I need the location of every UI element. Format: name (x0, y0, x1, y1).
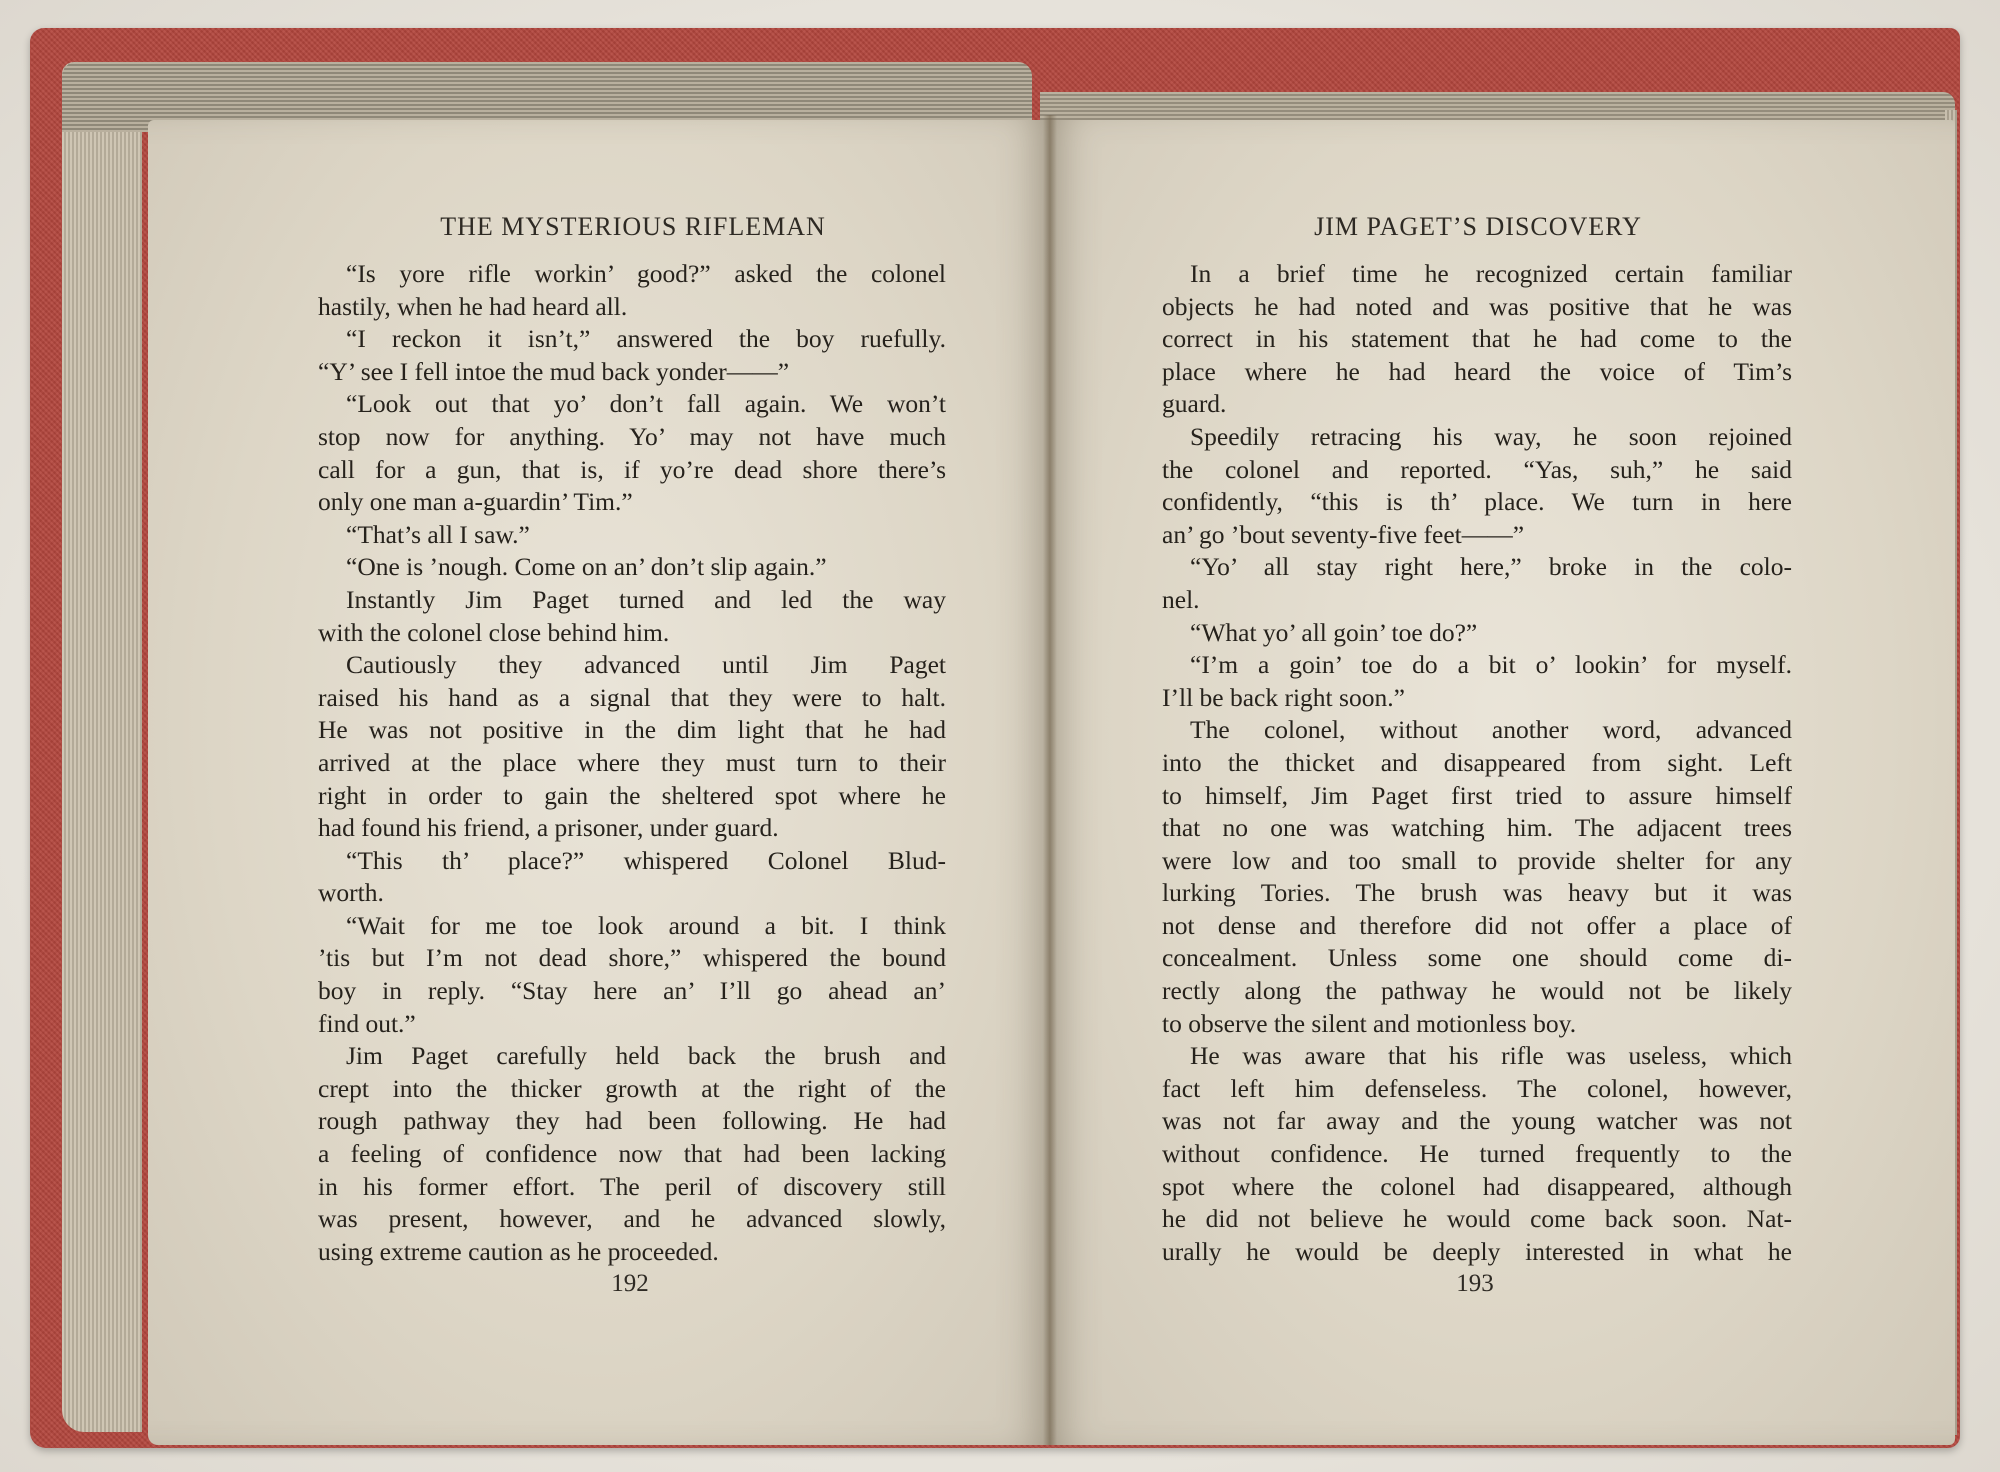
text-line: Instantly Jim Paget turned and led the way (346, 584, 946, 614)
text-line: arrived at the place where they must turn to their (318, 747, 946, 777)
text-line: “Look out that yo’ don’t fall again. We won’t (346, 389, 946, 419)
text-line: confidently, “this is th’ place. We turn in here (1162, 487, 1792, 517)
right-running-head: JIM PAGET’S DISCOVERY (1314, 212, 1642, 241)
text-line: lurking Tories. The brush was heavy but it was (1162, 878, 1792, 908)
text-line: only one man a-guardin’ Tim.” (318, 487, 633, 517)
text-line: Jim Paget carefully held back the brush and (346, 1041, 946, 1071)
text-line: “Is yore rifle workin’ good?” asked the colonel (346, 259, 946, 288)
text-line: “What yo’ all goin’ toe do?” (1190, 617, 1478, 647)
text-line: into the thicket and disappeared from sight. Left (1162, 747, 1792, 777)
text-line: urally he would be deeply interested in what he (1162, 1236, 1792, 1266)
text-line: I’ll be back right soon.” (1162, 682, 1405, 712)
text-line: find out.” (318, 1008, 416, 1038)
text-line: an’ go ’bout seventy-five feet——” (1162, 519, 1525, 549)
text-line: “Y’ see I fell intoe the mud back yonder——” (318, 356, 790, 386)
text-line: using extreme caution as he proceeded. (318, 1236, 719, 1266)
text-line: He was aware that his rifle was useless, which (1190, 1041, 1792, 1071)
text-line: “That’s all I saw.” (346, 519, 530, 549)
text-line: the colonel and reported. “Yas, suh,” he said (1162, 454, 1792, 484)
text-line: The colonel, without another word, advanced (1190, 715, 1792, 745)
text-line: “Wait for me toe look around a bit. I think (346, 910, 946, 940)
text-line: spot where the colonel had disappeared, although (1162, 1171, 1792, 1201)
text-line: “Yo’ all stay right here,” broke in the colo- (1190, 552, 1792, 582)
page-block-left-edge (62, 62, 142, 1432)
text-line: “I reckon it isn’t,” answered the boy ruefully. (346, 324, 946, 354)
text-line: he did not believe he would come back soon. Nat- (1162, 1204, 1792, 1234)
text-line: call for a gun, that is, if yo’re dead shore there’s (318, 454, 946, 484)
book-gutter (1043, 115, 1057, 1445)
text-line: to himself, Jim Paget first tried to assure himself (1162, 780, 1792, 810)
text-line: In a brief time he recognized certain familiar (1190, 259, 1792, 288)
text-line: to observe the silent and motionless boy. (1162, 1008, 1577, 1038)
text-line: place where he had heard the voice of Tim’s (1162, 356, 1792, 386)
text-line: ’tis but I’m not dead shore,” whispered the bound (318, 943, 946, 973)
text-line: guard. (1162, 389, 1227, 419)
text-line: not dense and therefore did not offer a place of (1162, 910, 1792, 940)
text-line: was not far away and the young watcher was not (1162, 1106, 1792, 1136)
text-line: Speedily retracing his way, he soon rejoined (1190, 421, 1792, 451)
text-line: boy in reply. “Stay here an’ I’ll go ahead an’ (318, 976, 946, 1006)
text-line: were low and too small to provide shelter for any (1162, 845, 1792, 875)
right-page-text (1162, 258, 1792, 1268)
text-line: with the colonel close behind him. (318, 617, 670, 647)
text-line: correct in his statement that he had come to the (1162, 324, 1792, 354)
left-page-number: 192 (611, 1270, 649, 1297)
right-page-number: 193 (1456, 1270, 1494, 1297)
left-running-head: THE MYSTERIOUS RIFLEMAN (440, 212, 826, 241)
text-line: nel. (1162, 584, 1200, 614)
text-line: was present, however, and he advanced slowly, (318, 1204, 946, 1234)
text-line: had found his friend, a prisoner, under guard. (318, 813, 779, 843)
text-line: He was not positive in the dim light that he had (318, 715, 946, 745)
text-line: that no one was watching him. The adjacent trees (1162, 813, 1792, 843)
text-line: objects he had noted and was positive that he was (1162, 291, 1792, 321)
text-line: rough pathway they had been following. He had (318, 1106, 946, 1136)
text-line: right in order to gain the sheltered spot where he (318, 780, 946, 810)
text-line: fact left him defenseless. The colonel, however, (1162, 1073, 1792, 1103)
text-line: in his former effort. The peril of discovery still (318, 1171, 946, 1201)
text-line: “I’m a goin’ toe do a bit o’ lookin’ for myself. (1190, 650, 1792, 680)
text-line: without confidence. He turned frequently to the (1162, 1139, 1792, 1169)
text-line: Cautiously they advanced until Jim Paget (346, 650, 946, 680)
text-line: concealment. Unless some one should come di- (1162, 943, 1792, 973)
text-line: hastily, when he had heard all. (318, 291, 628, 321)
text-line: raised his hand as a signal that they were to halt. (318, 682, 946, 712)
left-page-text (318, 258, 946, 1268)
text-line: “This th’ place?” whispered Colonel Blud- (346, 845, 946, 875)
text-line: rectly along the pathway he would not be likely (1162, 976, 1792, 1006)
text-line: “One is ’nough. Come on an’ don’t slip again.” (346, 552, 827, 582)
text-line: stop now for anything. Yo’ may not have much (318, 421, 946, 451)
text-line: worth. (318, 878, 384, 908)
text-line: a feeling of confidence now that had been lacking (318, 1139, 946, 1169)
text-line: crept into the thicker growth at the right of the (318, 1073, 946, 1103)
